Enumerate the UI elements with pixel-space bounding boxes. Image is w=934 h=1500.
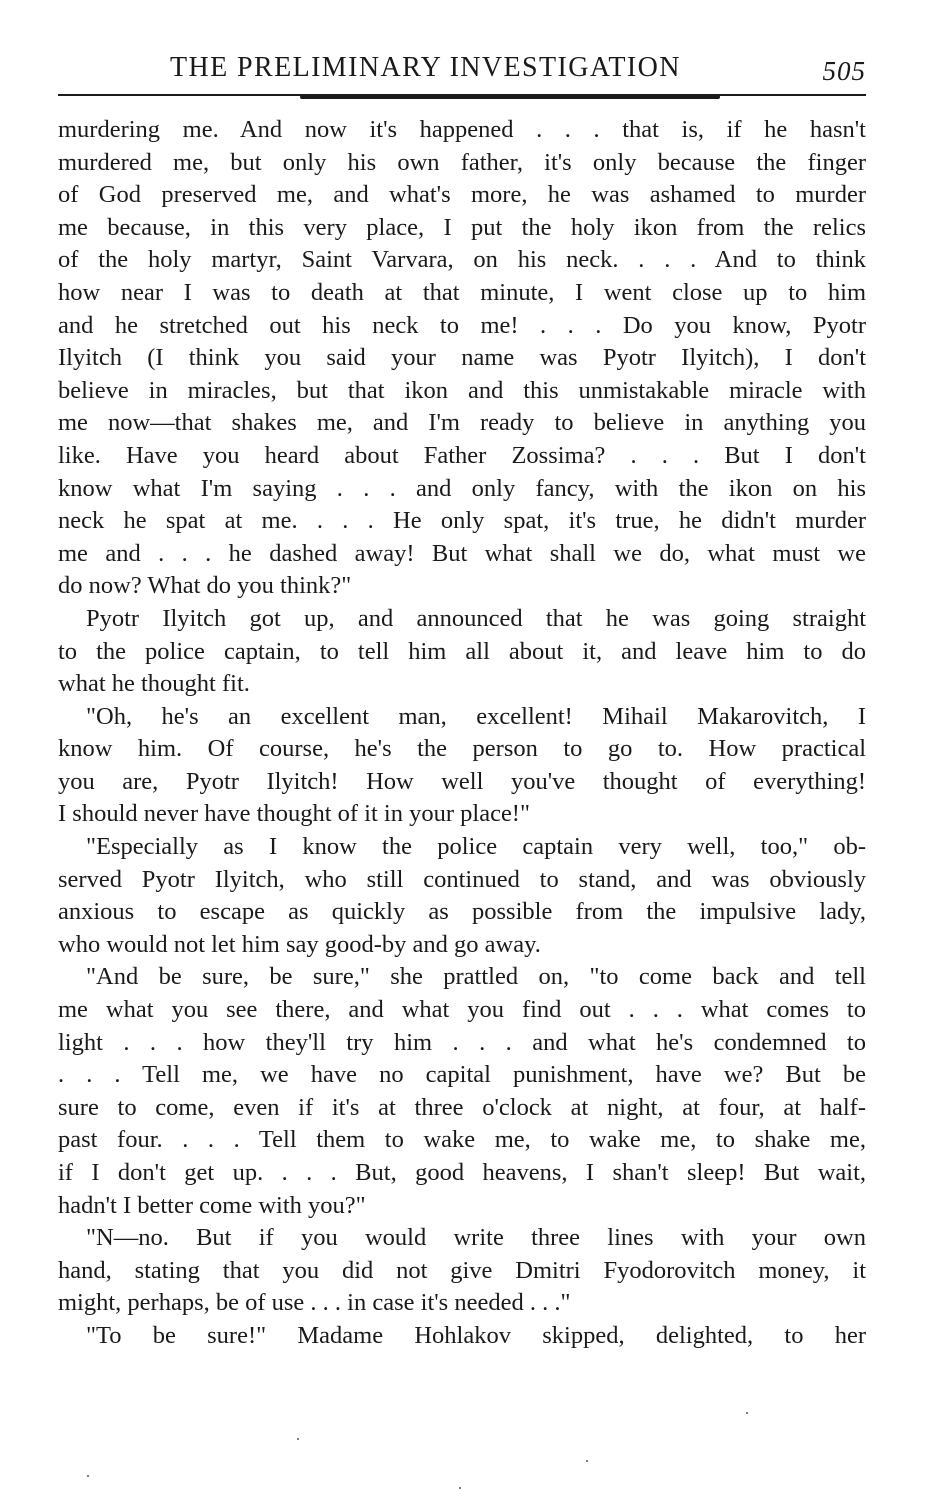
text-line: know what I'm saying . . . and only fancy, with the ikon on his [58,474,866,502]
paragraph-first-line: "And be sure, be sure," she prattled on, "to come back and tell [86,963,866,991]
text-line: what he thought fit. [58,670,250,698]
text-line: me because, in this very place, I put the holy ikon from the relics [58,213,866,241]
text-line: believe in miracles, but that ikon and this unmistakable miracle with [58,376,866,404]
paragraph-first-line: "Oh, he's an excellent man, excellent! Mihail Makarovitch, I [86,702,866,730]
paper-speck [297,1438,299,1440]
page-number: 505 [822,56,866,86]
text-line: murdered me, but only his own father, it's only because the finger [58,148,866,176]
paragraph-first-line: "To be sure!" Madame Hohlakov skipped, delighted, to her [86,1321,866,1349]
text-line: me and . . . he dashed away! But what shall we do, what must we [58,539,866,567]
paragraph-first-line: "Especially as I know the police captain very well, too," ob- [86,833,866,861]
text-line: sure to come, even if it's at three o'clock at night, at four, at half- [58,1093,866,1121]
text-line: how near I was to death at that minute, I went close up to him [58,278,866,306]
text-line: . . . Tell me, we have no capital punishment, have we? But be [58,1061,866,1089]
text-line: hadn't I better come with you?" [58,1191,366,1219]
paper-speck [746,1412,748,1414]
paper-speck [586,1460,588,1462]
text-line: like. Have you heard about Father Zossima? . . . But I don't [58,441,866,469]
text-line: of the holy martyr, Saint Varvara, on his neck. . . . And to think [58,246,866,274]
paragraph-first-line: Pyotr Ilyitch got up, and announced that he was going straight [86,604,866,632]
text-line: me what you see there, and what you find out . . . what comes to [58,996,866,1024]
text-line: me now—that shakes me, and I'm ready to believe in anything you [58,409,866,437]
text-line: light . . . how they'll try him . . . and what he's condemned to [58,1028,866,1056]
text-line: and he stretched out his neck to me! . . . Do you know, Pyotr [58,311,866,339]
paper-speck [459,1487,461,1489]
header-rule-accent [300,95,720,99]
body-text [58,114,866,1353]
text-line: who would not let him say good-by and go away. [58,930,541,958]
running-head [58,52,866,88]
text-line: murdering me. And now it's happened . . . that is, if he hasn't [58,116,866,143]
text-line: you are, Pyotr Ilyitch! How well you've thought of everything! [58,767,866,795]
running-title: THE PRELIMINARY INVESTIGATION [170,52,681,83]
text-line: served Pyotr Ilyitch, who still continued to stand, and was obviously [58,865,866,893]
text-line: anxious to escape as quickly as possible from the impulsive lady, [58,898,866,926]
text-line: know him. Of course, he's the person to go to. How practical [58,735,866,763]
text-line: of God preserved me, and what's more, he was ashamed to murder [58,181,866,209]
text-line: if I don't get up. . . . But, good heavens, I shan't sleep! But wait, [58,1159,866,1186]
text-line: might, perhaps, be of use . . . in case it's needed . . ." [58,1289,571,1317]
text-line: neck he spat at me. . . . He only spat, it's true, he didn't murder [58,507,866,535]
paper-speck [87,1475,89,1477]
text-line: hand, stating that you did not give Dmitri Fyodorovitch money, it [58,1256,866,1284]
text-line: past four. . . . Tell them to wake me, to wake me, to shake me, [58,1126,866,1154]
text-line: do now? What do you think?" [58,572,352,600]
paragraph-first-line: "N—no. But if you would write three lines with your own [86,1224,866,1252]
text-line: Ilyitch (I think you said your name was Pyotr Ilyitch), I don't [58,344,866,372]
text-line: I should never have thought of it in your place!" [58,800,530,828]
text-line: to the police captain, to tell him all about it, and leave him to do [58,637,866,665]
